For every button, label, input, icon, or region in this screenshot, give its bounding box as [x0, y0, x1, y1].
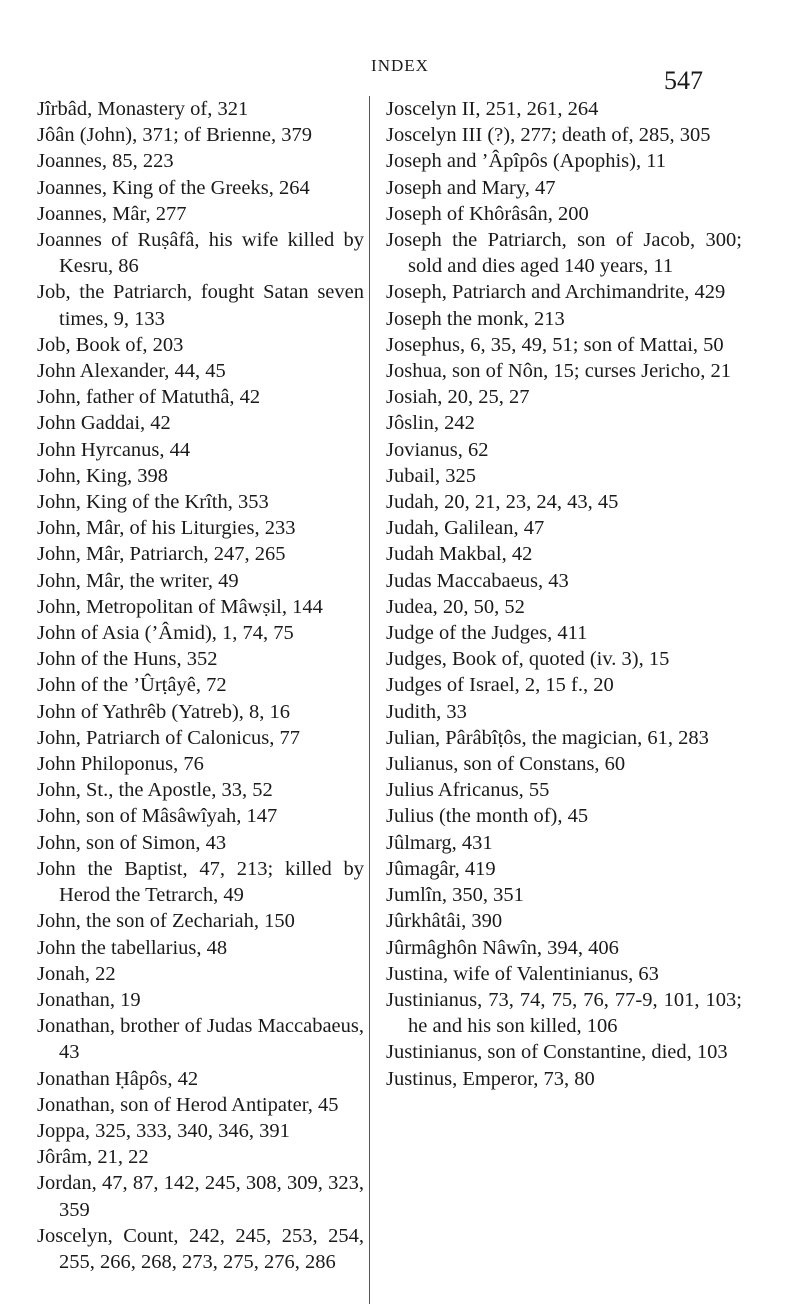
index-entry: John, Mâr, of his Liturgies, 233 [37, 517, 296, 540]
index-entry: Joseph the Patriarch, son of Jacob, 300; sold and dies aged 140 years, 11 [386, 229, 742, 278]
index-entry: Jûrmâghôn Nâwîn, 394, 406 [386, 936, 619, 959]
index-entry: John, father of Matuthâ, 42 [37, 386, 261, 409]
index-entry: John the Baptist, 47, 213; killed by Herod the Tetrarch, 49 [37, 857, 364, 907]
index-entry: Josephus, 6, 35, 49, 51; son of Mattai, 50 [386, 333, 724, 356]
index-entry: John of Asia (’Âmid), 1, 74, 75 [37, 622, 294, 645]
index-entry: John Gaddai, 42 [37, 412, 171, 435]
index-entry: John Alexander, 44, 45 [37, 360, 226, 383]
index-entry: Joannes, Mâr, 277 [37, 202, 187, 225]
index-entry: John, St., the Apostle, 33, 52 [37, 779, 273, 802]
page-number: 547 [664, 66, 703, 95]
index-entry: Judas Maccabaeus, 43 [386, 569, 569, 592]
index-entry: Judge of the Judges, 411 [386, 622, 588, 645]
index-entry: Joannes of Ruṣâfâ, his wife killed by Kesru, 86 [37, 229, 364, 278]
index-entry: John, Mâr, the writer, 49 [37, 569, 239, 592]
index-entry: Justina, wife of Valentinianus, 63 [386, 962, 659, 985]
index-entry: John the tabellarius, 48 [37, 936, 228, 959]
index-entry: John, son of Mâsâwîyah, 147 [37, 805, 278, 828]
index-entry: Joseph and Mary, 47 [386, 176, 556, 199]
index-entry: Joshua, son of Nôn, 15; curses Jericho, 21 [386, 360, 732, 383]
index-entry: Jîrbâd, Monastery of, 321 [37, 98, 249, 120]
running-title: INDEX [371, 56, 429, 75]
index-entry: John, the son of Zechariah, 150 [37, 910, 295, 933]
index-entry: Jubail, 325 [386, 464, 476, 487]
index-column-right [386, 96, 742, 1092]
index-entry: John Philoponus, 76 [37, 753, 204, 776]
index-entry: John of the Huns, 352 [37, 648, 218, 671]
index-entry: Joannes, King of the Greeks, 264 [37, 176, 310, 199]
index-entry: John of Yathrêb (Yatreb), 8, 16 [37, 700, 291, 723]
index-entry: Job, the Patriarch, fought Satan seven times, 9, 133 [37, 281, 364, 330]
index-entry: John, son of Simon, 43 [37, 831, 227, 854]
index-entry: Jôrâm, 21, 22 [37, 1146, 149, 1169]
index-entry: Jonathan Ḥâpôs, 42 [37, 1067, 199, 1090]
index-entry: John Hyrcanus, 44 [37, 438, 191, 461]
column-divider [369, 96, 370, 1304]
index-entry: Judah, 20, 21, 23, 24, 43, 45 [386, 491, 619, 514]
index-entry: Joseph the monk, 213 [386, 307, 565, 330]
index-entry: Joscelyn, Count, 242, 245, 253, 254, 255, 266, 268, 273, 275, 276, 286 [37, 1224, 364, 1273]
index-entry: Julius (the month of), 45 [386, 805, 589, 828]
index-entry: Joscelyn II, 251, 261, 264 [386, 98, 599, 120]
index-entry: Jôslin, 242 [386, 412, 475, 435]
index-entry: Joseph of Khôrâsân, 200 [386, 202, 589, 225]
index-column-left [37, 96, 364, 1275]
index-entry: Jûrkhâtâi, 390 [386, 910, 503, 933]
index-entry: Joscelyn III (?), 277; death of, 285, 305 [386, 124, 711, 147]
index-entry: Jonah, 22 [37, 962, 116, 985]
index-entry: Judah Makbal, 42 [386, 543, 533, 566]
index-entry: Judah, Galilean, 47 [386, 517, 545, 540]
index-entry: Jonathan, 19 [37, 988, 141, 1011]
index-entry: Josiah, 20, 25, 27 [386, 386, 530, 409]
index-entry: John, Metropolitan of Mâwṣil, 144 [37, 595, 323, 618]
index-entry: John, Patriarch of Calonicus, 77 [37, 726, 301, 749]
index-entry: Justinianus, son of Constantine, died, 103 [386, 1041, 728, 1064]
index-entry: John of the ’Ûrṭâyê, 72 [37, 674, 227, 697]
index-entry: Julian, Pârâbîṭôs, the magician, 61, 283 [386, 726, 709, 749]
index-entry: Job, Book of, 203 [37, 333, 184, 356]
index-entry: Joannes, 85, 223 [37, 150, 174, 173]
index-entry: Justinianus, 73, 74, 75, 76, 77-9, 101, 103; he and his son killed, 106 [386, 988, 742, 1038]
index-entry: Judges of Israel, 2, 15 f., 20 [386, 674, 614, 697]
index-entry: Julius Africanus, 55 [386, 779, 550, 802]
index-entry: Jôân (John), 371; of Brienne, 379 [37, 124, 312, 147]
index-entry: Joseph and ’Âpîpôs (Apophis), 11 [386, 150, 666, 173]
index-entry: Judges, Book of, quoted (iv. 3), 15 [386, 648, 670, 671]
index-entry: John, Mâr, Patriarch, 247, 265 [37, 543, 286, 566]
index-entry: Joseph, Patriarch and Archimandrite, 429 [386, 281, 726, 304]
index-entry: Joppa, 325, 333, 340, 346, 391 [37, 1119, 290, 1142]
index-entry: Jûlmarg, 431 [386, 831, 493, 854]
index-entry: Jovianus, 62 [386, 438, 489, 461]
index-entry: Jûmagâr, 419 [386, 857, 496, 880]
index-entry: Jonathan, brother of Judas Maccabaeus, 43 [37, 1015, 364, 1064]
index-entry: Justinus, Emperor, 73, 80 [386, 1067, 595, 1090]
index-entry: John, King, 398 [37, 464, 168, 487]
index-entry: Jonathan, son of Herod Antipater, 45 [37, 1093, 339, 1116]
index-entry: Jordan, 47, 87, 142, 245, 308, 309, 323, 359 [37, 1172, 364, 1221]
index-entry: Julianus, son of Constans, 60 [386, 753, 626, 776]
index-entry: Jumlîn, 350, 351 [386, 884, 524, 907]
index-entry: Judea, 20, 50, 52 [386, 595, 525, 618]
index-entry: John, King of the Krîth, 353 [37, 491, 269, 514]
index-entry: Judith, 33 [386, 700, 467, 723]
